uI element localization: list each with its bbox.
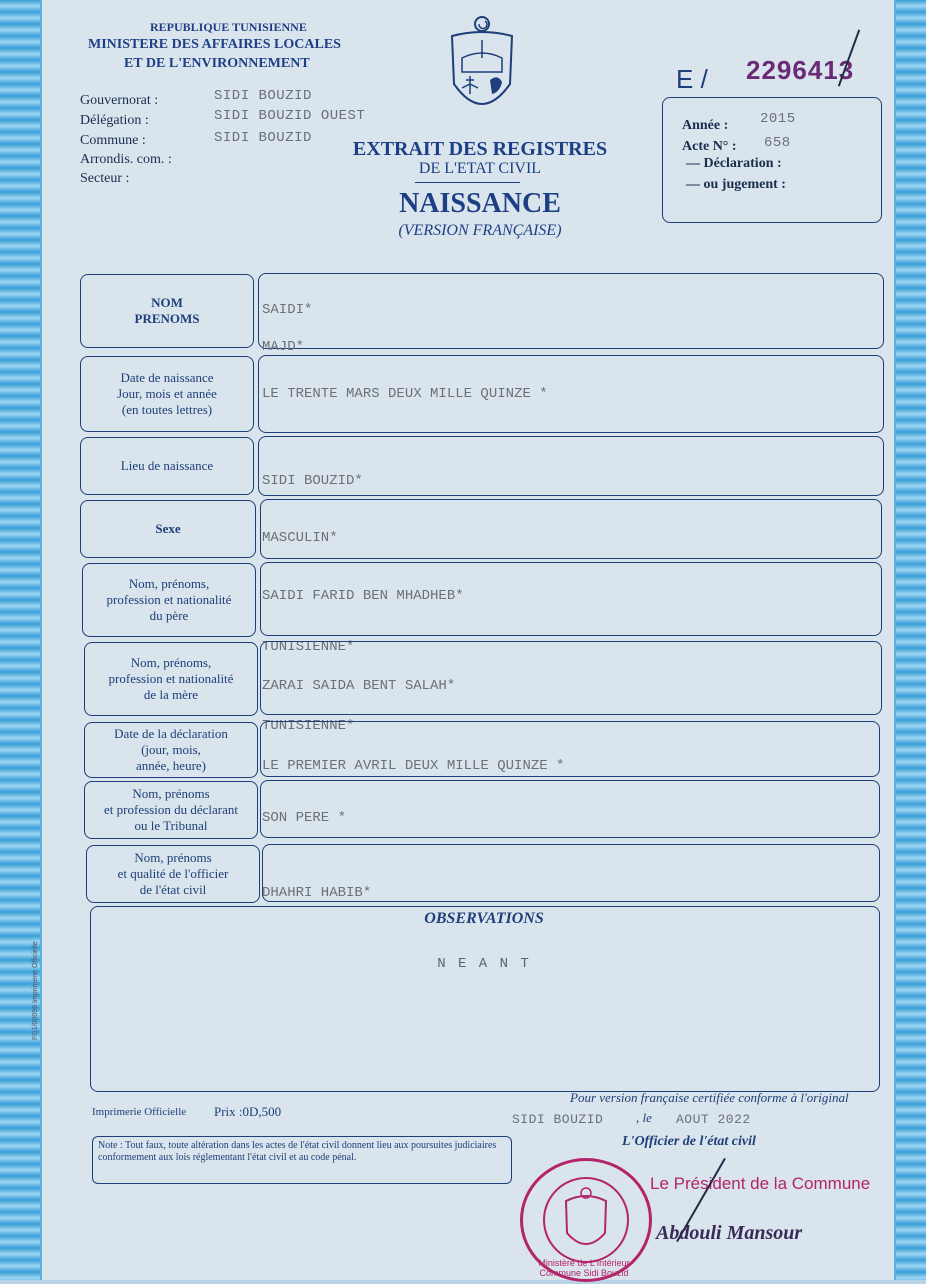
commune-value: SIDI BOUZID [214, 130, 312, 146]
serial-prefix: E / [676, 64, 708, 94]
price-label: Prix :0D,500 [214, 1104, 282, 1119]
observations-title: OBSERVATIONS [424, 910, 544, 927]
secteur-label: Secteur : [80, 171, 130, 186]
row-value-box-nom [258, 273, 884, 349]
mere-nationalite-value: TUNISIENNE* [262, 718, 355, 734]
row-label-declarant: Nom, prénoms et profession du déclarant ou le Tribunal [84, 781, 258, 839]
stamp-text: Ministère de L'Intérieur Commune Sidi Bouzid [538, 1258, 630, 1278]
mere-value: ZARAI SAIDA BENT SALAH* [262, 678, 456, 694]
title-version: (VERSION FRANÇAISE) [398, 222, 562, 239]
title-main: NAISSANCE [399, 188, 561, 219]
title-line1: EXTRAIT DES REGISTRES [352, 138, 608, 160]
certified-date: AOUT 2022 [676, 1112, 751, 1127]
pere-value: SAIDI FARID BEN MHADHEB* [262, 588, 464, 604]
title-line2: DE L'ETAT CIVIL [418, 160, 542, 177]
delegation-label: Délégation : [80, 113, 149, 128]
row-label-declaration: Date de la déclaration (jour, mois, année, heure) [84, 722, 258, 778]
nom-value: SAIDI* [262, 302, 313, 318]
pere-nationalite-value: TUNISIENNE* [262, 639, 355, 655]
jugement-label: — ou jugement : [686, 177, 786, 192]
signature-name: Abdouli Mansour [656, 1222, 803, 1244]
row-label-nom: NOM PRENOMS [80, 274, 254, 348]
sexe-value: MASCULIN* [262, 530, 338, 546]
prenom-value: MAJD* [262, 339, 305, 355]
ministry-line1: MINISTERE DES AFFAIRES LOCALES [88, 37, 341, 52]
certified-text: Pour version française certifiée conforme à l'original [570, 1090, 849, 1105]
ministry-line2: ET DE L'ENVIRONNEMENT [124, 56, 310, 71]
tunisia-coat-of-arms-icon [446, 14, 518, 126]
row-label-sexe: Sexe [80, 500, 256, 558]
note-text: Note : Tout faux, toute altération dans les actes de l'état civil donnent lieu aux poursuites judiciaires conformement aux lois réglementant l'état civil et au code pénal. [98, 1140, 497, 1163]
officier-value: DHAHRI HABIB* [262, 885, 372, 901]
declaration-value: LE PREMIER AVRIL DEUX MILLE QUINZE * [262, 758, 565, 774]
observations-value: N E A N T [437, 956, 531, 972]
delegation-value: SIDI BOUZID OUEST [214, 108, 366, 124]
acte-label: Acte N° : [682, 139, 737, 154]
title-divider [415, 182, 520, 183]
imprimerie-label: Imprimerie Officielle [92, 1106, 187, 1118]
row-label-pere: Nom, prénoms, profession et nationalité du père [82, 563, 256, 637]
certified-place: SIDI BOUZID [512, 1112, 604, 1127]
le-label: , le [636, 1110, 652, 1125]
serial-number: 2296413 [746, 55, 855, 85]
row-label-officier: Nom, prénoms et qualité de l'officier de l'état civil [86, 845, 260, 903]
row-value-box-sexe [260, 499, 882, 559]
observations-box [90, 906, 880, 1092]
commune-label: Commune : [80, 133, 146, 148]
declarant-value: SON PERE * [262, 810, 347, 826]
row-label-mere: Nom, prénoms, profession et nationalité de la mère [84, 642, 258, 716]
arrondis-label: Arrondis. com. : [80, 152, 172, 167]
lieu-naissance-value: SIDI BOUZID* [262, 473, 363, 489]
row-label-date-naissance: Date de naissance Jour, mois et année (en toutes lettres) [80, 356, 254, 432]
republic-text: REPUBLIQUE TUNISIENNE [150, 20, 307, 34]
gouvernorat-label: Gouvernorat : [80, 93, 159, 108]
officer-title: L'Officier de l'état civil [622, 1134, 756, 1149]
president-stamp: Le Président de la Commune [650, 1174, 871, 1193]
row-value-box-declarant [260, 780, 880, 838]
annee-value: 2015 [760, 111, 796, 127]
date-naissance-value: LE TRENTE MARS DEUX MILLE QUINZE * [262, 386, 548, 402]
gouvernorat-value: SIDI BOUZID [214, 88, 312, 104]
acte-value: 658 [764, 135, 791, 151]
declaration-label: — Déclaration : [686, 156, 782, 171]
row-label-lieu-naissance: Lieu de naissance [80, 437, 254, 495]
annee-label: Année : [682, 118, 729, 133]
side-print-code: FG1/00099 Imprimerie Officielle [32, 941, 39, 1040]
